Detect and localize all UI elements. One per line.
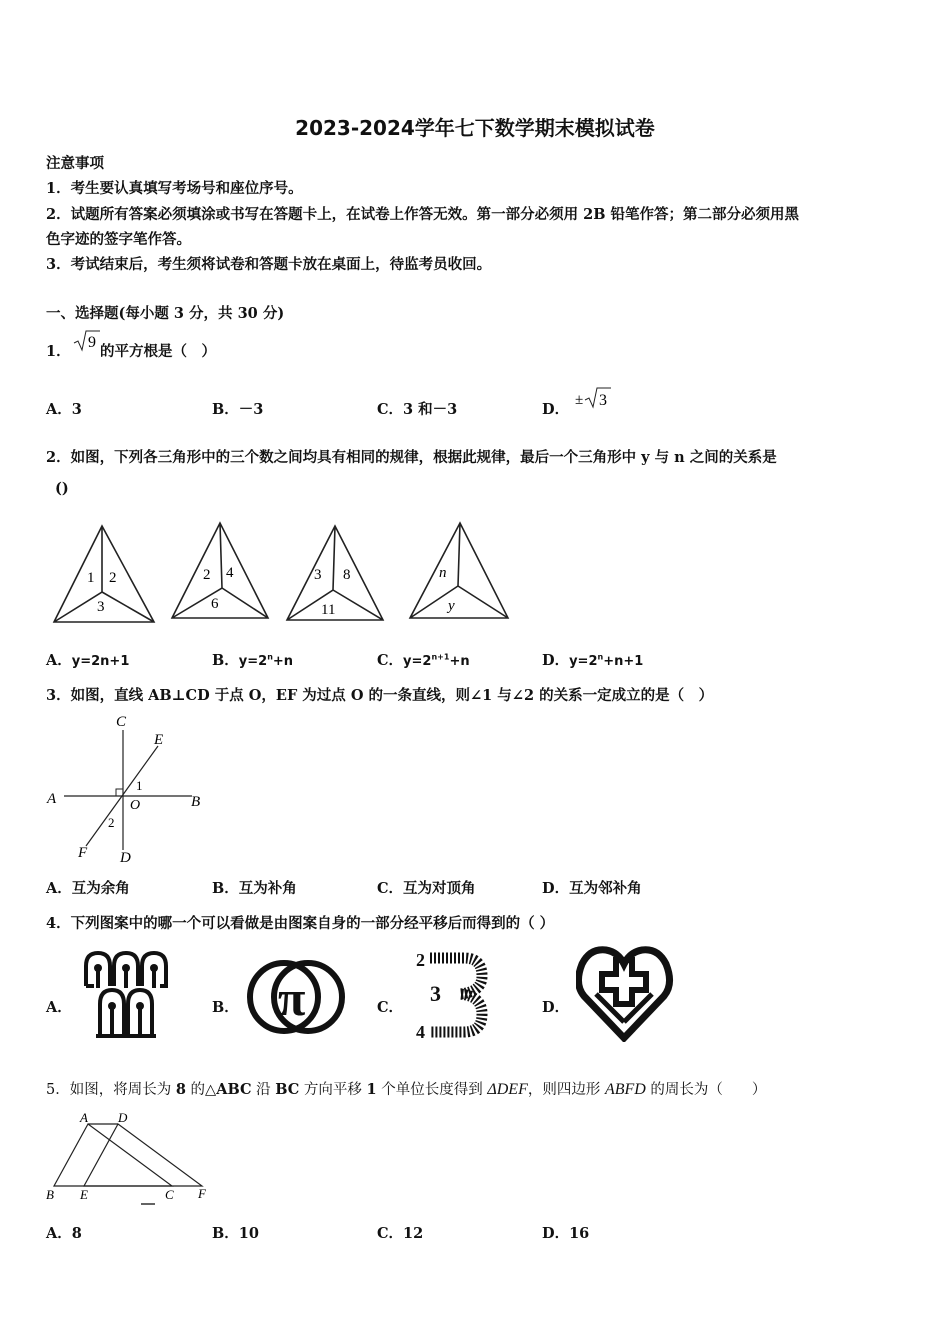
- triangle-1: [54, 526, 154, 622]
- q2-triangle-figures: [50, 520, 520, 630]
- q1-option-d[interactable]: D．: [542, 401, 570, 418]
- label-b: B: [191, 794, 201, 810]
- quadrilateral-abfd: ABFD: [604, 1081, 646, 1098]
- triangle-2: [172, 523, 268, 618]
- q3-option-a[interactable]: A．互为余角: [46, 880, 130, 897]
- triangle-number: 6: [211, 596, 219, 612]
- note-item: 3．考试结束后，考生须将试卷和答题卡放在桌面上，待监考员收回。: [46, 256, 492, 273]
- q5-text-part: 的: [185, 1082, 206, 1098]
- option-formula-rest: +n+1: [603, 654, 644, 669]
- label-d: D: [118, 1110, 128, 1125]
- q4-option-c[interactable]: C．: [377, 999, 404, 1016]
- q2-option-b[interactable]: [212, 649, 293, 670]
- triangle-number: 11: [321, 602, 336, 618]
- option-exponent: n: [597, 652, 604, 662]
- q5-option-a[interactable]: A．8: [46, 1225, 82, 1242]
- label-a: A: [47, 791, 57, 807]
- label-o: O: [130, 798, 141, 813]
- q3-text: 3．如图，直线 AB⊥CD 于点 O，EF 为过点 O 的一条直线，则∠1 与∠2 的关系一定成立的是（ ）: [46, 687, 714, 704]
- translation-value: 1: [366, 1081, 377, 1098]
- q3-option-b[interactable]: B．互为补角: [212, 880, 297, 897]
- triangle-number: 3: [314, 567, 322, 583]
- note-item: 色字迹的签字笔作答。: [46, 231, 191, 248]
- option-formula: y=2: [403, 654, 432, 669]
- q2-text: 2．如图，下列各三角形中的三个数之间均具有相同的规律，根据此规律，最后一个三角形中 y 与 n 之间的关系是: [46, 449, 777, 466]
- pi-circles-pattern: [244, 953, 350, 1041]
- q1-number: 1．: [46, 343, 71, 360]
- section-heading: 一、选择题(每小题 3 分，共 30 分): [46, 305, 285, 322]
- option-exponent: n: [267, 652, 273, 662]
- heart-cross-pattern: [576, 946, 676, 1042]
- label-f: F: [78, 845, 88, 861]
- q2-option-a[interactable]: [46, 649, 129, 670]
- digit-3: 3: [430, 981, 441, 1006]
- q5-translation-figure: [44, 1110, 220, 1206]
- q3-option-c[interactable]: C．互为对顶角: [377, 880, 476, 897]
- perimeter-value: 8: [175, 1081, 186, 1098]
- q5-option-c[interactable]: C．12: [377, 1225, 424, 1242]
- option-label: C．: [377, 652, 404, 669]
- q4-option-a[interactable]: A．: [46, 999, 72, 1016]
- q5-text-part: 的周长为（ ）: [645, 1082, 767, 1098]
- q2-option-d[interactable]: [542, 649, 643, 670]
- q5-text-part: 沿: [251, 1082, 276, 1098]
- label-e: E: [80, 1187, 88, 1202]
- triangle-number: 1: [87, 570, 95, 586]
- triangle-number: 2: [109, 570, 117, 586]
- triangle-def: ΔDEF: [487, 1081, 528, 1098]
- option-formula: y=2n+1: [71, 654, 130, 669]
- label-a: A: [80, 1110, 88, 1125]
- label-e: E: [154, 732, 164, 748]
- label-c: C: [165, 1187, 174, 1202]
- triangle-number: 2: [203, 567, 211, 583]
- q5-text: [46, 1078, 766, 1099]
- triangle-variable: n: [439, 565, 447, 581]
- triangle-abc: △ABC: [205, 1081, 252, 1098]
- number-spring-pattern: [414, 946, 490, 1042]
- radicand: 3: [599, 392, 607, 409]
- q1-text: 的平方根是（ ）: [100, 343, 216, 360]
- option-label: D．: [542, 652, 570, 669]
- notes-heading: 注意事项: [46, 155, 104, 172]
- q3-perpendicular-lines-figure: [44, 712, 214, 872]
- q1-option-b[interactable]: B．－3: [212, 401, 264, 418]
- sqrt9-formula: [72, 328, 102, 354]
- q5-option-d[interactable]: D．16: [542, 1225, 590, 1242]
- radicand: 9: [88, 334, 96, 351]
- segment-bc: BC: [275, 1081, 300, 1098]
- pi-symbol: π: [278, 970, 306, 1026]
- q4-option-d[interactable]: D．: [542, 999, 570, 1016]
- q5-text-part: 方向平移: [299, 1082, 367, 1098]
- label-b: B: [46, 1187, 54, 1202]
- q5-text-part: 个单位长度得到: [376, 1082, 488, 1098]
- angle-2-label: 2: [108, 815, 115, 830]
- q4-text: 4．下列图案中的哪一个可以看做是由图案自身的一部分经平移后而得到的（ ）: [46, 915, 555, 932]
- option-formula-rest: +n: [449, 654, 470, 669]
- triangle-number: 4: [226, 565, 234, 581]
- q5-option-b[interactable]: B．10: [212, 1225, 259, 1242]
- label-c: C: [116, 714, 127, 730]
- option-formula-rest: +n: [272, 654, 294, 669]
- triangle-4: [410, 523, 508, 618]
- option-label: A．: [46, 652, 72, 669]
- q5-text-part: ，则四边形: [527, 1082, 605, 1098]
- plus-minus-sign: ±: [575, 392, 584, 408]
- option-label: B．: [212, 652, 239, 669]
- q2-text-paren: (): [55, 480, 69, 497]
- plus-minus-sqrt3-formula: [574, 385, 614, 411]
- q3-option-d[interactable]: D．互为邻补角: [542, 880, 642, 897]
- q1-option-c[interactable]: C．3 和－3: [377, 401, 458, 418]
- digit-2: 2: [416, 950, 425, 970]
- q1-option-a[interactable]: A．3: [46, 401, 82, 418]
- note-item: 2．试题所有答案必须填涂或书写在答题卡上，在试卷上作答无效。第一部分必须用 2B 铅笔作答；第二部分必须用黑: [46, 206, 800, 223]
- page-title: 2023-2024学年七下数学期末模拟试卷: [295, 116, 655, 140]
- triangle-number: 3: [97, 599, 105, 615]
- q4-option-b[interactable]: B．: [212, 999, 239, 1016]
- digit-4: 4: [416, 1022, 425, 1042]
- peacock-feather-pattern: [80, 950, 176, 1042]
- note-item: 1．考生要认真填写考场号和座位序号。: [46, 180, 303, 197]
- label-d: D: [120, 850, 131, 866]
- label-f: F: [198, 1186, 206, 1201]
- angle-1-label: 1: [136, 778, 143, 793]
- option-exponent: n+1: [431, 652, 450, 662]
- option-formula: y=2: [569, 654, 598, 669]
- option-formula: y=2: [238, 654, 268, 669]
- q2-option-c[interactable]: [377, 649, 470, 670]
- triangle-number: 8: [343, 567, 351, 583]
- triangle-variable: y: [448, 598, 455, 614]
- q5-text-part: 5．如图，将周长为: [46, 1082, 176, 1098]
- triangle-3: [287, 526, 383, 620]
